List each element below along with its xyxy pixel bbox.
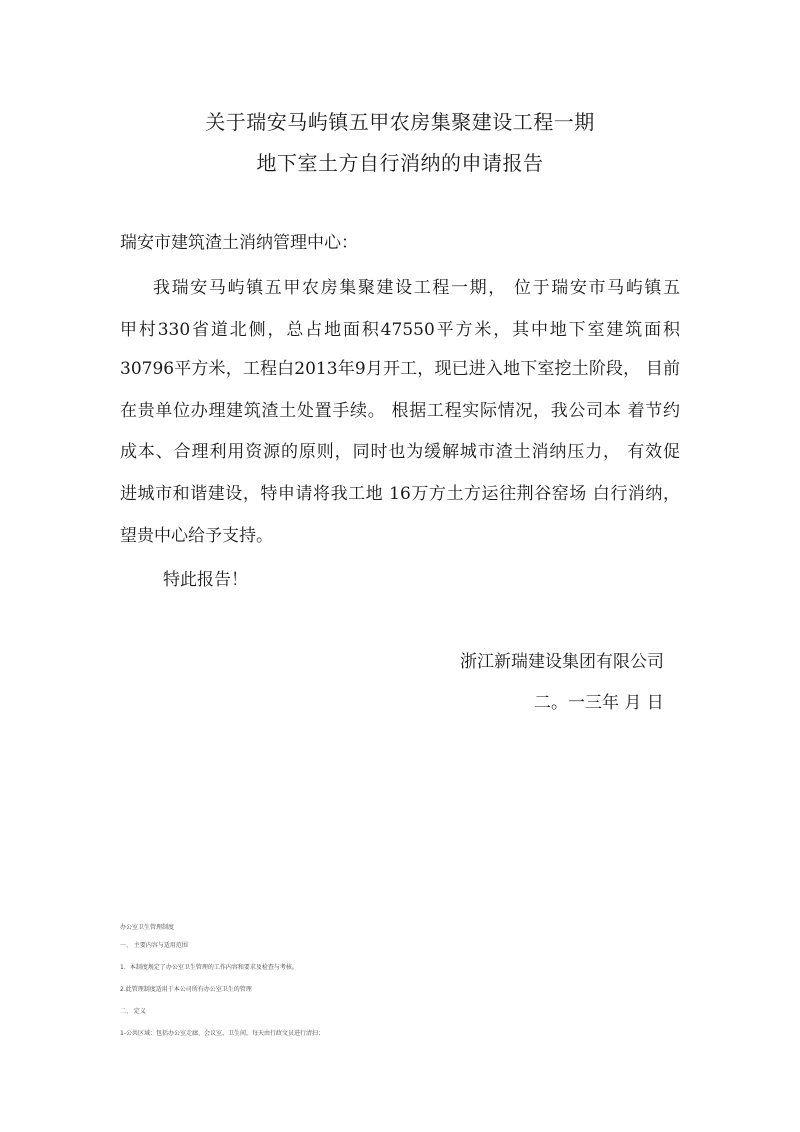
appendix-line: 1．本制度规定了办公室卫生管理的工作内容和要求及检查与考核。 (120, 964, 298, 971)
body-line: 在贵单位办理建筑渣土处置手续。 根据工程实际情况，我公司本 着节约 (120, 401, 680, 421)
body-line: 进城市和谐建设，特申请将我工地 16万方土方运往荆谷窑场 白行消纳， (120, 484, 680, 504)
appendix-line: 一、 主要内容与适用范围 (120, 942, 188, 949)
report-title-line-2: 地下室土方自行消纳的申请报告 (256, 151, 544, 175)
appendix-line: 2.此管理制度适用于本公司所有办公室卫生的管理 (120, 986, 252, 993)
body-line: 望贵中心给予支持。 (120, 526, 273, 546)
appendix-line: 1-公共区域：包括办公室走廊、会议室、卫生间，每天由行政文员进行清扫； (120, 1030, 324, 1037)
closing-statement: 特此报告！ (163, 570, 248, 590)
signer-company: 浙江新瑞建设集团有限公司 (460, 652, 664, 672)
salutation: 瑞安市建筑渣土消纳管理中心： (120, 233, 358, 253)
report-title-line-1: 关于瑞安马屿镇五甲农房集聚建设工程一期 (205, 110, 595, 134)
body-line: 我瑞安马屿镇五甲农房集聚建设工程一期， 位于瑞安市马屿镇五 (153, 278, 680, 298)
body-line: 30796平方米，工程白2013年9月开工，现已进入地下室挖土阶段， 目前 (120, 359, 680, 379)
appendix-heading: 办公室卫生管理制度 (120, 924, 175, 931)
signature-date: 二。一三年 月 日 (534, 693, 664, 713)
body-line: 成本、合理利用资源的原则，同时也为缓解城市渣土消纳压力， 有效促 (120, 442, 680, 462)
body-line: 甲村330省道北侧，总占地面积47550平方米，其中地下室建筑面积 (120, 320, 680, 340)
appendix-line: 二、 定义 (120, 1008, 146, 1015)
